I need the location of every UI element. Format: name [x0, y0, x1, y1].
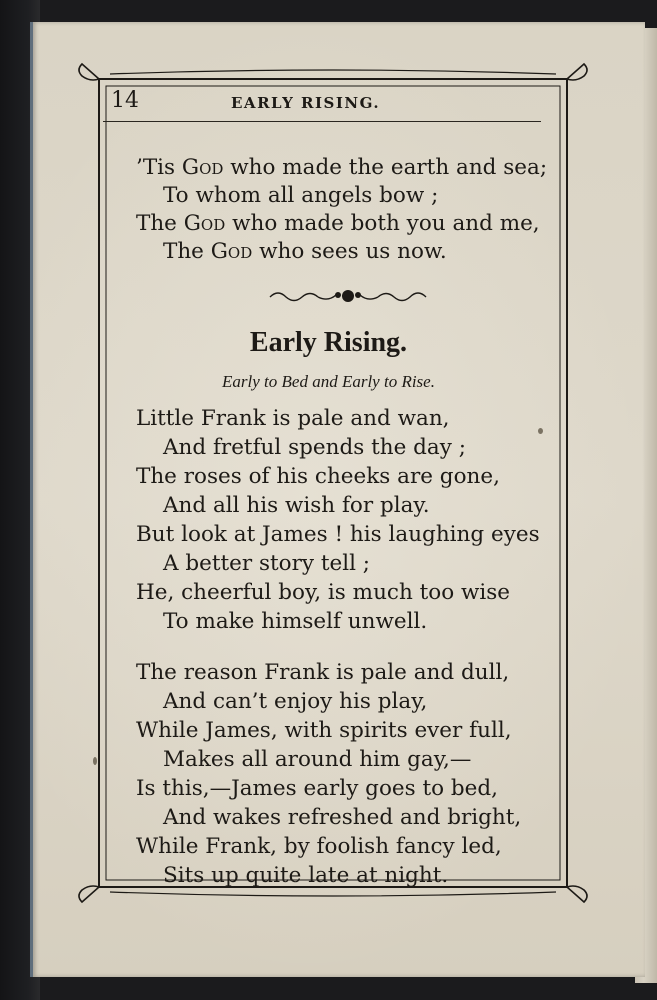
stanza-line: A better story tell ; [163, 551, 371, 576]
page-number: 14 [111, 88, 139, 113]
stanza-line: To make himself unwell. [163, 609, 428, 634]
page-header [103, 88, 538, 124]
stanza-line: The reason Frank is pale and dull, [136, 660, 510, 685]
stanza-line: Is this,—James early goes to bed, [136, 776, 498, 801]
stanza-line: Little Frank is pale and wan, [136, 406, 450, 431]
stanza-line: While Frank, by foolish fancy led, [136, 834, 502, 859]
stanza-line: And wakes refreshed and bright, [163, 805, 522, 830]
verse-line: The God who made both you and me, [136, 211, 540, 236]
stanza-line: But look at James ! his laughing eyes [136, 522, 540, 547]
verse-line: To whom all angels bow ; [163, 183, 439, 208]
stanza-line: And fretful spends the day ; [163, 435, 466, 460]
stanza-line: Makes all around him gay,— [163, 747, 472, 772]
paper-speck [93, 757, 97, 765]
verse-line: ’Tis God who made the earth and sea; [136, 155, 548, 180]
poem-title: Early Rising. [249, 327, 408, 358]
stanza-line: And can’t enjoy his play, [163, 689, 428, 714]
header-rule [103, 121, 541, 122]
stanza-line: He, cheerful boy, is much too wise [136, 580, 511, 605]
stanza-line: The roses of his cheeks are gone, [136, 464, 500, 489]
poem-subtitle: Early to Bed and Early to Rise. [222, 372, 435, 391]
verse-line: The God who sees us now. [163, 239, 447, 264]
paper-speck [538, 428, 543, 434]
running-head: EARLY RISING. [231, 94, 381, 112]
stanza-line: While James, with spirits ever full, [136, 718, 512, 743]
stanza-line: Sits up quite late at night. [163, 863, 449, 888]
stanza-line: And all his wish for play. [163, 493, 430, 518]
ornament-divider [268, 286, 428, 308]
